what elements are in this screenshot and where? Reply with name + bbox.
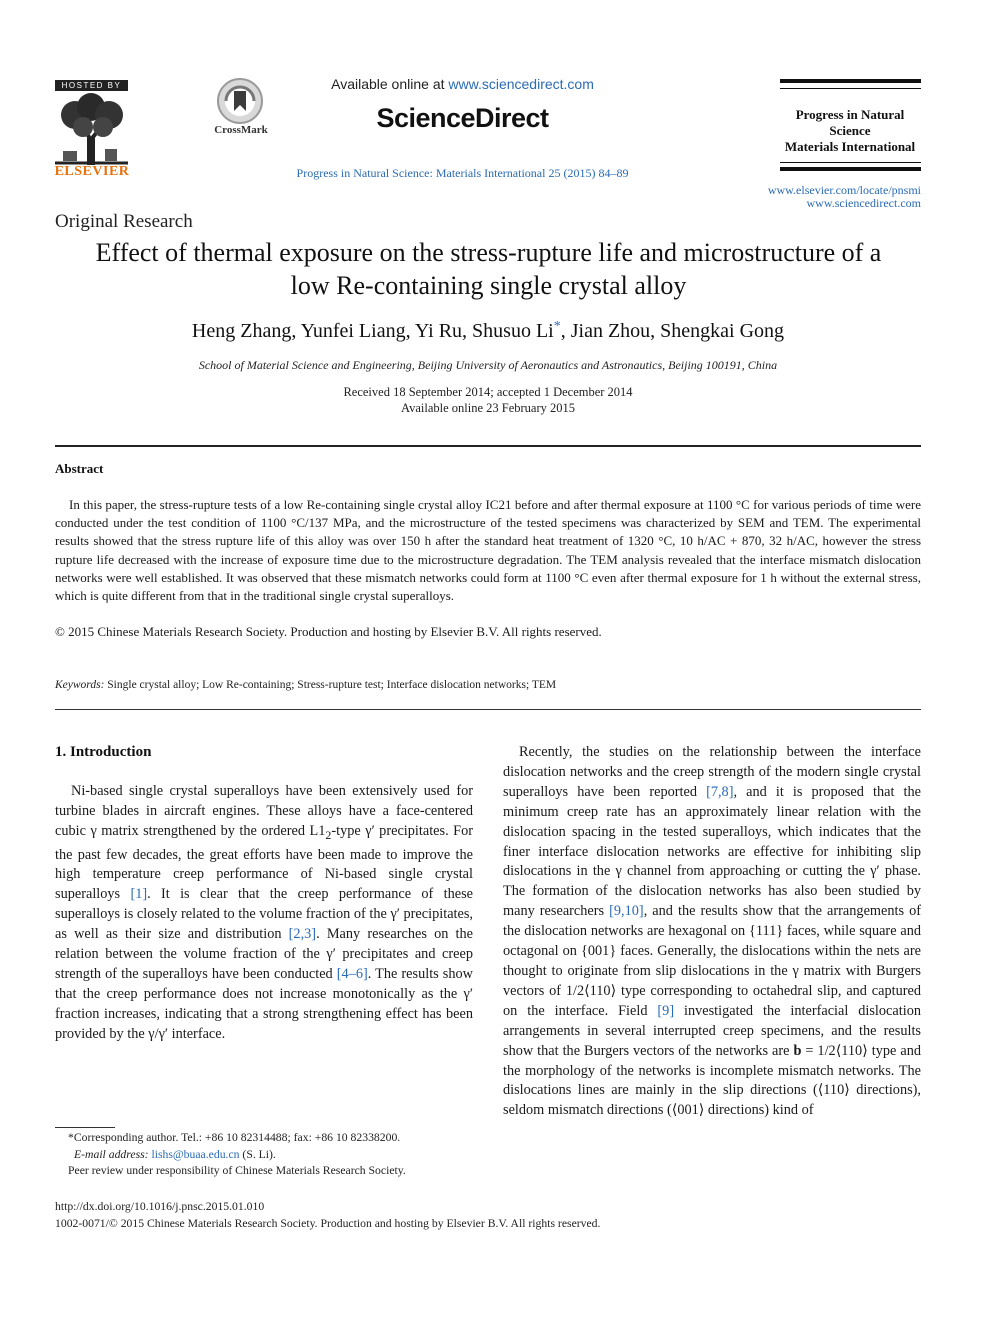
reference-link[interactable]: [1] xyxy=(130,886,148,903)
hosted-by-label: HOSTED BY xyxy=(55,80,128,91)
email-suffix: (S. Li). xyxy=(239,1148,276,1161)
peer-review-note: Peer review under responsibility of Chinese Materials Research Society. xyxy=(68,1164,406,1177)
elsevier-logo-text: ELSEVIER xyxy=(54,164,130,179)
section-heading: 1. Introduction xyxy=(55,744,152,760)
text-run: . The results show that the creep performance does not increase monotonically as the γ′ fraction increases, indicating that a strong strengthening effect has been provided by the γ/γ′ interface. xyxy=(55,966,473,1042)
email-link[interactable]: lishs@buaa.edu.cn xyxy=(151,1148,240,1161)
article-title xyxy=(40,236,937,302)
text-run: , and it is proposed that the minimum creep rate has an approximately linear relation with the dislocation spacing in the tested superalloys, which indicates that the finer interface dislocation networks are effective for inhibiting slip dislocations in the γ channel from approaching or cutting the γ′ phase. The formation of the dislocation networks has also been studied by many researchers xyxy=(503,783,921,920)
received-dates: Received 18 September 2014; accepted 1 December 2014 xyxy=(343,385,633,399)
journal-name-line: Science xyxy=(829,123,871,138)
journal-name xyxy=(770,107,930,155)
text-run: Recently, the studies on the relationship between the interface dislocation networks and the creep strength of the modern single crystal superalloys have been reported xyxy=(503,744,921,800)
title-line: Effect of thermal exposure on the stress-rupture life and microstructure of a xyxy=(95,238,882,267)
divider xyxy=(55,709,921,710)
elsevier-tree-icon xyxy=(55,93,128,165)
authors-text: Heng Zhang, Yunfei Liang, Yi Ru, Shusuo Li xyxy=(191,320,554,342)
text-run: -type γ′ precipitates. For the past few decades, the great efforts have been made to improve the high temperature creep performance of Ni-based single crystal superalloys xyxy=(55,822,474,903)
sciencedirect-journal-link[interactable]: www.sciencedirect.com xyxy=(806,196,921,210)
text-run: = 1/2⟨110⟩ type and the morphology of the networks is incomplete mismatch networks. The dislocations lines are mainly in the slip directions (⟨110⟩ directions), seldom mismatch directions (⟨001⟩ directions) kind of xyxy=(503,1042,921,1119)
journal-homepage-link[interactable]: www.elsevier.com/locate/pnsmi xyxy=(767,183,921,197)
journal-name-line: Progress in Natural xyxy=(795,107,905,122)
burgers-vector-symbol: b xyxy=(793,1042,802,1059)
text-run: , and the results show that the arrangements of the dislocation networks are hexagonal on {111} faces, while square and octagonal on {001} faces. Generally, the dislocations within the nets are thought to originate from slip dislocations in the γ matrix with Burgers vectors of 1/2⟨110⟩ type corresponding to octahedral slip, and captured on the interface. Field xyxy=(503,903,922,1019)
keywords-label: Keywords: xyxy=(55,679,105,691)
text-run: . Many researches on the relation between the volume fraction of the γ′ precipitates and creep strength of the superalloys have been conducted xyxy=(55,926,474,983)
author-list xyxy=(55,319,921,343)
journal-citation-link[interactable]: Progress in Natural Science: Materials International 25 (2015) 84–89 xyxy=(296,166,629,180)
text-run: . It is clear that the creep performance of these superalloys is closely related to the volume fraction of the γ′ precipitates, as well as their size and distribution xyxy=(55,886,473,943)
journal-rule xyxy=(780,79,921,83)
sciencedirect-link[interactable]: www.sciencedirect.com xyxy=(448,76,594,92)
reference-link[interactable]: [9,10] xyxy=(609,903,644,920)
sciencedirect-wordmark: ScienceDirect xyxy=(376,103,549,133)
body-paragraph xyxy=(503,743,921,1121)
subscript: 2 xyxy=(325,827,332,842)
abstract-copyright: © 2015 Chinese Materials Research Society. Production and hosting by Elsevier B.V. All rights reserved. xyxy=(55,624,602,639)
journal-rule xyxy=(780,88,921,89)
journal-name-line: Materials International xyxy=(784,139,916,154)
corresponding-author-note: *Corresponding author. Tel.: +86 10 82314488; fax: +86 10 82338200. xyxy=(68,1131,401,1144)
article-type: Original Research xyxy=(55,211,193,232)
reference-link[interactable]: [9] xyxy=(657,1002,675,1019)
issn-copyright: 1002-0071/© 2015 Chinese Materials Research Society. Production and hosting by Elsevier B.V. All rights reserved. xyxy=(55,1217,601,1230)
available-online-line xyxy=(300,76,625,92)
available-online-date: Available online 23 February 2015 xyxy=(400,401,576,415)
journal-rule xyxy=(780,167,921,171)
abstract-text: In this paper, the stress-rupture tests of a low Re-containing single crystal alloy IC21 before and after thermal exposure at 1100 °C for various periods of time were conducted under the test condition of 1100 °C/137 MPa, and the microstructure of the tested specimens was characterized by SEM and TEM. The experimental results showed that the stress rupture life of this alloy was over 150 h after the standard heat treatment of 1320 °C, 10 h/AC + 870, 32 h/AC, however the stress rupture life decreased with the increase of exposure time due to the microstructure degradation. The TEM analysis revealed that the interface mismatch dislocation networks were well established. It was observed that these mismatch networks could form at 1100 °C even after thermal exposure for 1 h without the external stress, which is quite different from that in the traditional single crystal superalloys. xyxy=(55,497,921,604)
reference-link[interactable]: [7,8] xyxy=(706,783,734,800)
journal-rule xyxy=(780,162,921,163)
divider xyxy=(55,445,921,447)
text-run: Ni-based single crystal superalloys have been extensively used for turbine blades in aircraft engines. These alloys have a face-centered cubic γ matrix strengthened by the ordered L1 xyxy=(55,783,473,839)
reference-link[interactable]: [4–6] xyxy=(336,966,368,983)
keywords xyxy=(55,679,921,691)
reference-link[interactable]: [2,3] xyxy=(288,926,317,943)
footnote-rule xyxy=(55,1127,115,1128)
email-label: E-mail address: xyxy=(74,1148,149,1161)
corresponding-author-marker[interactable]: * xyxy=(553,319,561,334)
title-line: low Re-containing single crystal alloy xyxy=(290,271,687,300)
crossmark-label[interactable]: CrossMark xyxy=(214,124,268,136)
body-paragraph xyxy=(55,782,473,1045)
crossmark-icon[interactable] xyxy=(216,77,264,125)
abstract-heading: Abstract xyxy=(55,461,104,476)
available-prefix: Available online at xyxy=(331,76,449,92)
authors-text: , Jian Zhou, Shengkai Gong xyxy=(560,320,785,342)
doi-link[interactable]: http://dx.doi.org/10.1016/j.pnsc.2015.01.010 xyxy=(55,1200,265,1213)
keywords-text: Single crystal alloy; Low Re-containing; Stress-rupture test; Interface dislocation networks; TEM xyxy=(104,679,557,691)
affiliation: School of Material Science and Engineering, Beijing University of Aeronautics and Astronautics, Beijing 100191, China xyxy=(198,358,778,372)
email-note xyxy=(74,1148,276,1161)
text-run: investigated the interfacial dislocation arrangements in several interrupted creep specimens, and the results show that the Burgers vectors of the networks are xyxy=(503,1002,921,1059)
